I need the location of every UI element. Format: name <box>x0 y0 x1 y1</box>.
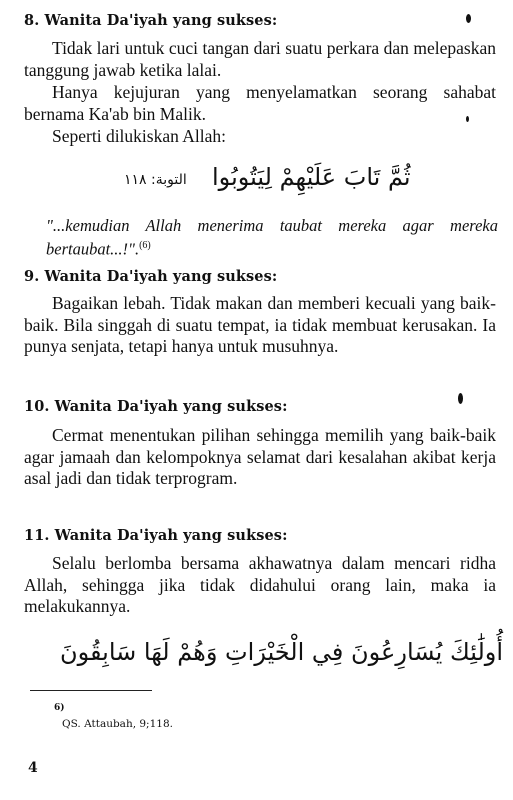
footnote-marker: 6) <box>54 703 65 713</box>
ink-speck <box>458 393 463 404</box>
page-number: 4 <box>28 760 38 776</box>
section-heading-11: 11. Wanita Da'iyah yang sukses: <box>24 527 288 544</box>
paragraph-seperti: Seperti dilukiskan Allah: <box>52 126 227 146</box>
translation-text: "...kemudian Allah menerima taubat mereka agar mereka bertaubat...!". <box>46 216 498 259</box>
footnote-divider <box>30 690 152 691</box>
arabic-verse-yusariun: أُولَٰئِكَ يُسَارِعُونَ فِي الْخَيْرَاتِ وَهُمْ لَهَا سَابِقُونَ <box>60 638 504 666</box>
paragraph-tanggung-jawab: Tidak lari untuk cuci tangan dari suatu perkara dan melepaskan tanggung jawab ketika lalai. <box>24 38 496 80</box>
paragraph-cermat: Cermat menentukan pilihan sehingga memilih yang baik-baik agar jamaah dan kelompoknya selamat dari kesalahan akibat kerja asal jadi dan tidak terprogram. <box>24 425 496 488</box>
paragraph-kejujuran: Hanya kejujuran yang menyelamatkan seorang sahabat bernama Ka'ab bin Malik. <box>24 82 496 124</box>
section-heading-8: 8. Wanita Da'iyah yang sukses: <box>24 12 278 29</box>
paragraph-lebah: Bagaikan lebah. Tidak makan dan memberi kecuali yang baik-baik. Bila singgah di suatu tempat, ia tidak membuat kerusakan. Ia punya senjata, tetapi hanya untuk musuhnya. <box>24 293 496 356</box>
ink-speck <box>466 14 471 23</box>
section-heading-10: 10. Wanita Da'iyah yang sukses: <box>24 398 288 415</box>
arabic-verse-reference: التوبة: ١١٨ <box>124 172 187 188</box>
verse-translation <box>46 216 498 260</box>
footnote-text: QS. Attaubah, 9;118. <box>62 718 173 730</box>
footnote-ref: (6) <box>139 240 151 251</box>
arabic-verse-tawbah: ثُمَّ تَابَ عَلَيْهِمْ لِيَتُوبُوا <box>212 163 411 191</box>
paragraph-berlomba: Selalu berlomba bersama akhawatnya dalam mencari ridha Allah, sehingga jika tidak didahului orang lain, maka ia melakukannya. <box>24 553 496 616</box>
section-heading-9: 9. Wanita Da'iyah yang sukses: <box>24 268 278 285</box>
ink-speck <box>466 116 469 122</box>
